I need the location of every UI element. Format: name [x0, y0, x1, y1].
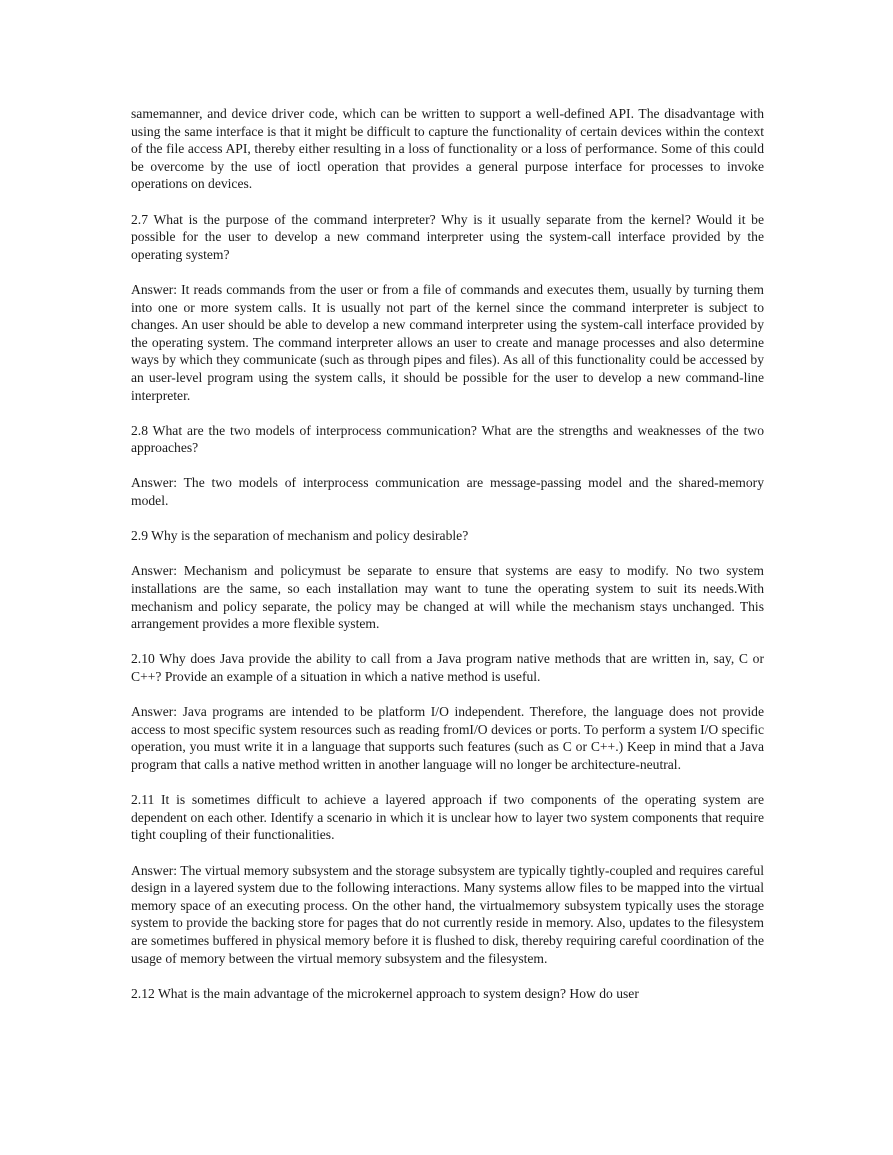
answer-2-11: Answer: The virtual memory subsystem and the storage subsystem are typically tightly-coupled and requires careful design in a layered system due to the following interactions. Many systems allow files to be mapped into the virtual memory space of an executing process. On the other hand, the virtualmemory subsystem typically uses the storage system to provide the backing store for pages that do not currently reside in memory. Also, updates to the filesystem are sometimes buffered in physical memory before it is flushed to disk, thereby requiring careful coordination of the usage of memory between the virtual memory subsystem and the filesystem. [131, 862, 764, 966]
question-2-12: 2.12 What is the main advantage of the microkernel approach to system design? How do user [131, 985, 639, 1001]
paragraph-device-driver-continuation: samemanner, and device driver code, which can be written to support a well-defined API. The disadvantage with using the same interface is that it might be difficult to capture the functionality of certain devices within the context of the file access API, thereby either resulting in a loss of functionality or a loss of performance. Some of this could be overcome by the use of ioctl operation that provides a general purpose interface for processes to invoke operations on devices. [131, 106, 764, 192]
document-page [131, 105, 764, 1002]
answer-2-9: Answer: Mechanism and policymust be separate to ensure that systems are easy to modify. No two system installations are the same, so each installation may want to tune the operating system to suit its needs.With mechanism and policy separate, the policy may be changed at will while the mechanism stays unchanged. This arrangement provides a more flexible system. [131, 563, 764, 632]
question-2-9: 2.9 Why is the separation of mechanism and policy desirable? [131, 528, 469, 544]
answer-2-8: Answer: The two models of interprocess communication are message-passing model and the shared-memory model. [131, 475, 764, 509]
question-2-8: 2.8 What are the two models of interprocess communication? What are the strengths and weaknesses of the two approaches? [131, 422, 764, 456]
question-2-7: 2.7 What is the purpose of the command interpreter? Why is it usually separate from the kernel? Would it be possible for the user to develop a new command interpreter using the system-call interface provided by the operating system? [131, 211, 764, 262]
answer-2-7: Answer: It reads commands from the user or from a file of commands and executes them, usually by turning them into one or more system calls. It is usually not part of the kernel since the command interpreter is subject to changes. An user should be able to develop a new command interpreter using the system-call interface provided by the operating system. The command interpreter allows an user to create and manage processes and also determine ways by which they communicate (such as through pipes and files). As all of this functionality could be accessed by an user-level program using the system calls, it should be possible for the user to develop a new command-line interpreter. [131, 281, 764, 403]
question-2-10: 2.10 Why does Java provide the ability to call from a Java program native methods that are written in, say, C or C++? Provide an example of a situation in which a native method is useful. [131, 651, 764, 684]
answer-2-10: Answer: Java programs are intended to be platform I/O independent. Therefore, the language does not provide access to most specific system resources such as reading fromI/O devices or ports. To perform a system I/O specific operation, you must write it in a language that supports such features (such as C or C++.) Keep in mind that a Java program that calls a native method written in another language will no longer be architecture-neutral. [131, 704, 764, 772]
question-2-11: 2.11 It is sometimes difficult to achieve a layered approach if two components of the operating system are dependent on each other. Identify a scenario in which it is unclear how to layer two system components that require tight coupling of their functionalities. [131, 792, 764, 843]
